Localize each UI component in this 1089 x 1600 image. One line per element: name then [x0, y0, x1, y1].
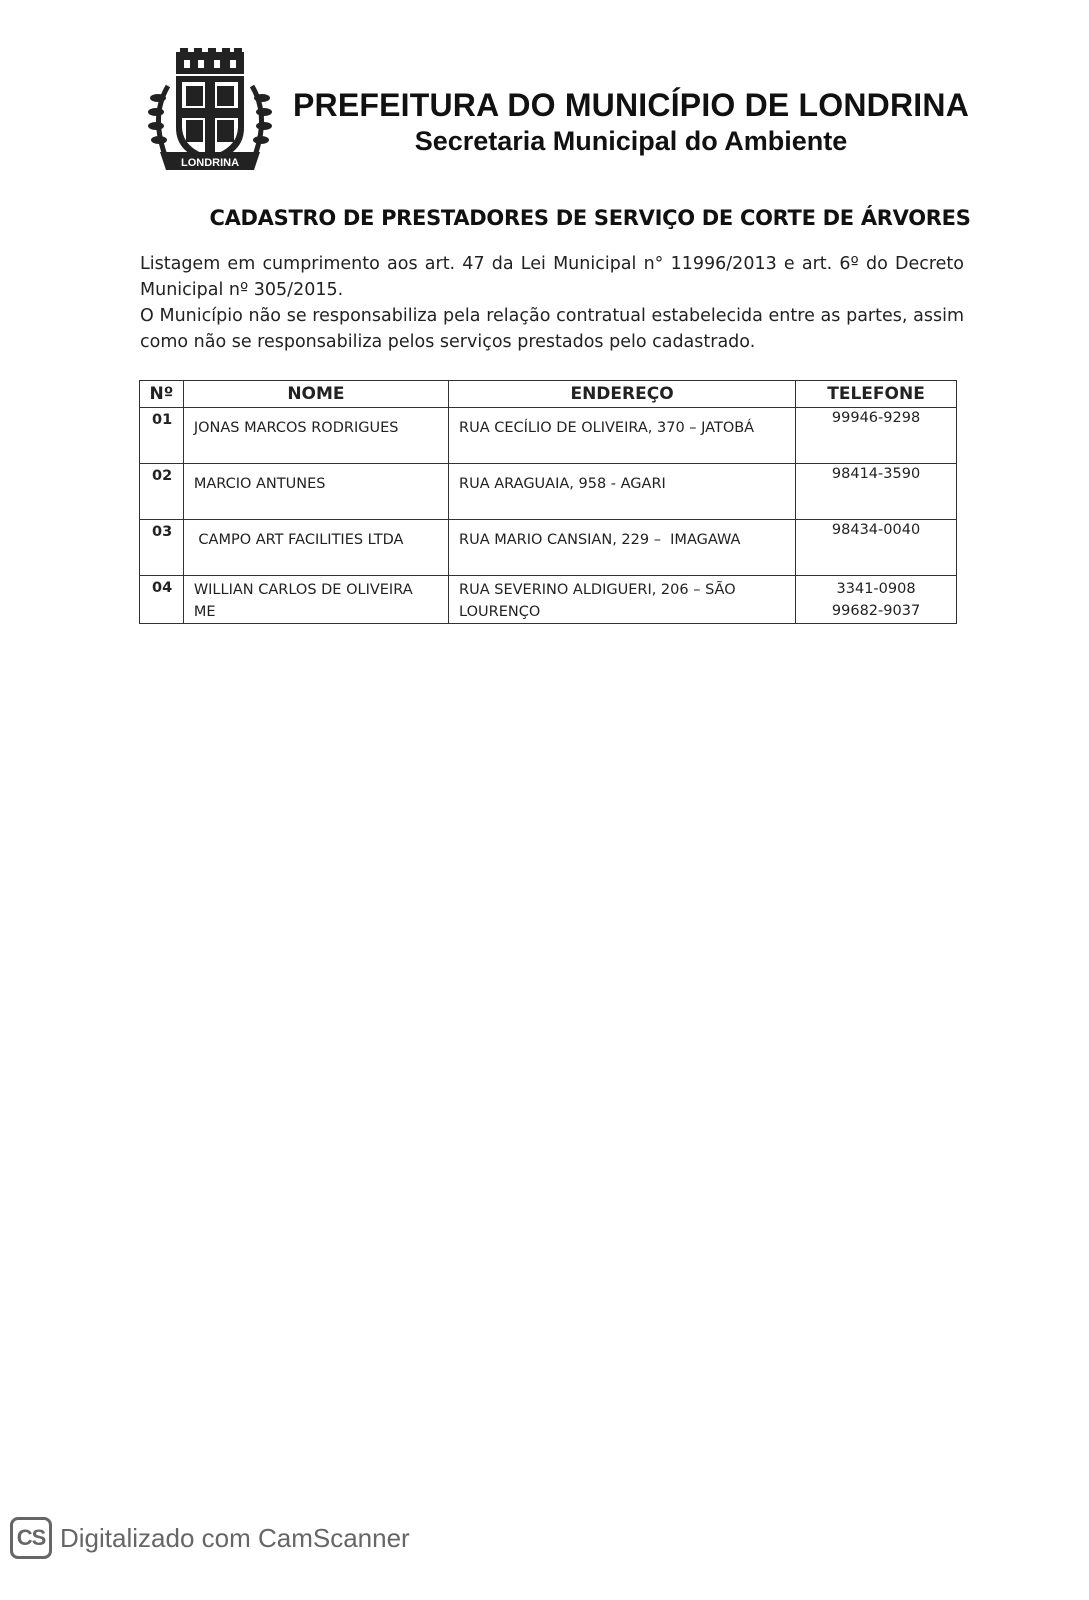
table-row	[140, 408, 957, 464]
letterhead	[146, 46, 976, 186]
provider-address: RUA ARAGUAIA, 958 - AGARI	[449, 464, 796, 520]
provider-name: MARCIO ANTUNES	[183, 464, 448, 520]
provider-phone: 98414-3590	[796, 464, 957, 520]
provider-address: RUA SEVERINO ALDIGUERI, 206 – SÃO LOURENÇO	[449, 576, 796, 624]
provider-phone: 98434-0040	[796, 520, 957, 576]
row-number: 04	[140, 576, 184, 624]
provider-phone: 3341-0908	[836, 581, 916, 597]
letterhead-text	[286, 86, 976, 158]
provider-phones	[796, 576, 957, 624]
document-body	[140, 251, 964, 355]
column-header-number: Nº	[140, 381, 184, 408]
camscanner-logo-icon: CS	[10, 1517, 52, 1559]
row-number: 03	[140, 520, 184, 576]
provider-address: RUA MARIO CANSIAN, 229 – IMAGAWA	[449, 520, 796, 576]
table-row	[140, 576, 957, 624]
legal-basis-paragraph: Listagem em cumprimento aos art. 47 da Lei Municipal n° 11996/2013 e art. 6º do Decreto Municipal nº 305/2015.	[140, 254, 964, 300]
provider-phone-secondary: 99682-9037	[831, 603, 921, 619]
column-header-address: ENDEREÇO	[449, 381, 796, 408]
table-row	[140, 464, 957, 520]
provider-name: JONAS MARCOS RODRIGUES	[183, 408, 448, 464]
document-title: CADASTRO DE PRESTADORES DE SERVIÇO DE CORTE DE ÁRVORES	[209, 206, 971, 230]
providers-table	[139, 380, 957, 624]
provider-address: RUA CECÍLIO DE OLIVEIRA, 370 – JATOBÁ	[449, 408, 796, 464]
org-subtitle: Secretaria Municipal do Ambiente	[414, 126, 848, 156]
provider-name: CAMPO ART FACILITIES LTDA	[183, 520, 448, 576]
column-header-name: NOME	[183, 381, 448, 408]
table-row	[140, 520, 957, 576]
row-number: 01	[140, 408, 184, 464]
scanner-text: Digitalizado com CamScanner	[60, 1522, 410, 1553]
londrina-coat-of-arms-icon	[146, 46, 274, 182]
scanner-watermark	[10, 1516, 410, 1560]
org-title: PREFEITURA DO MUNICÍPIO DE LONDRINA	[292, 87, 970, 123]
row-number: 02	[140, 464, 184, 520]
column-header-phone: TELEFONE	[796, 381, 957, 408]
provider-phone: 99946-9298	[796, 408, 957, 464]
disclaimer-paragraph: O Município não se responsabiliza pela relação contratual estabelecida entre as partes, assim como não se responsabiliza pelos serviços prestados pelo cadastrado.	[140, 306, 964, 352]
svg-text:LONDRINA: LONDRINA	[180, 157, 240, 169]
table-header-row	[140, 381, 957, 408]
provider-name: WILLIAN CARLOS DE OLIVEIRA ME	[183, 576, 448, 624]
